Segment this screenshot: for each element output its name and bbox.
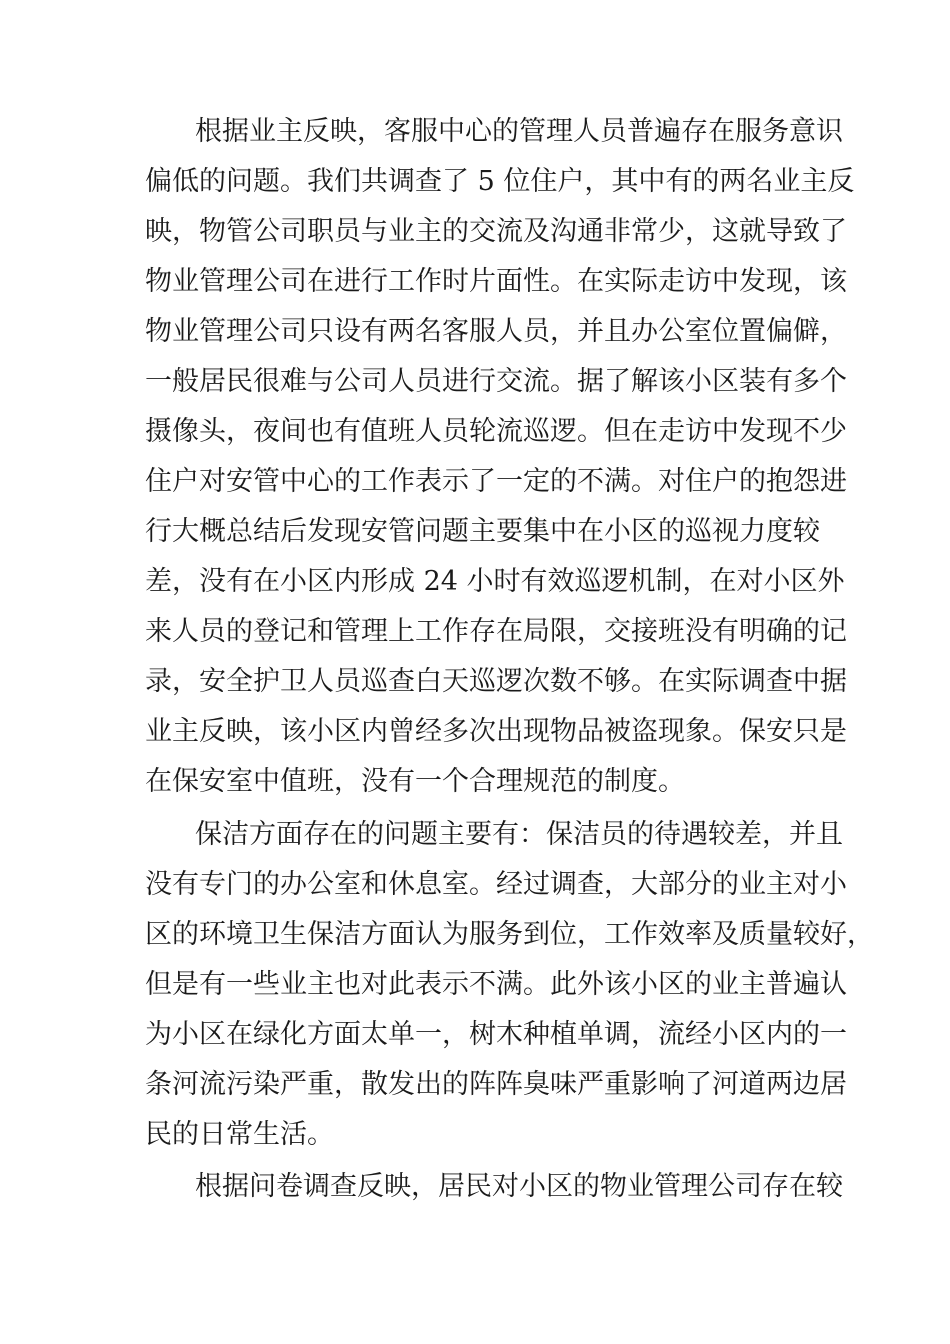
text-line: 物业管理公司只设有两名客服人员，并且办公室位置偏僻， [145,316,847,347]
text-line: 来人员的登记和管理上工作存在局限，交接班没有明确的记 [145,616,847,647]
text-line: 物业管理公司在进行工作时片面性。在实际走访中发现，该 [145,266,847,297]
text-line: 区的环境卫生保洁方面认为服务到位，工作效率及质量较好， [145,919,874,950]
text-line: 差，没有在小区内形成 24 小时有效巡逻机制，在对小区外 [145,566,845,597]
text-line: 没有专门的办公室和休息室。经过调查，大部分的业主对小 [145,869,847,900]
text-line: 根据问卷调查反映，居民对小区的物业管理公司存在较 [195,1171,843,1202]
text-line: 摄像头，夜间也有值班人员轮流巡逻。但在走访中发现不少 [145,416,847,447]
text-line: 业主反映，该小区内曾经多次出现物品被盗现象。保安只是 [145,716,847,747]
text-line: 住户对安管中心的工作表示了一定的不满。对住户的抱怨进 [145,466,847,497]
text-line: 映，物管公司职员与业主的交流及沟通非常少，这就导致了 [145,216,847,247]
text-line: 在保安室中值班，没有一个合理规范的制度。 [145,766,685,797]
text-line: 偏低的问题。我们共调查了 5 位住户，其中有的两名业主反 [145,166,855,197]
text-line: 一般居民很难与公司人员进行交流。据了解该小区装有多个 [145,366,847,397]
text-line: 行大概总结后发现安管问题主要集中在小区的巡视力度较 [145,516,820,547]
text-line: 民的日常生活。 [145,1119,334,1150]
text-line: 保洁方面存在的问题主要有：保洁员的待遇较差，并且 [195,819,843,850]
text-line: 录，安全护卫人员巡查白天巡逻次数不够。在实际调查中据 [145,666,847,697]
text-line: 根据业主反映，客服中心的管理人员普遍存在服务意识 [195,116,843,147]
text-line: 但是有一些业主也对此表示不满。此外该小区的业主普遍认 [145,969,847,1000]
text-line: 为小区在绿化方面太单一，树木种植单调，流经小区内的一 [145,1019,847,1050]
text-line: 条河流污染严重，散发出的阵阵臭味严重影响了河道两边居 [145,1069,847,1100]
